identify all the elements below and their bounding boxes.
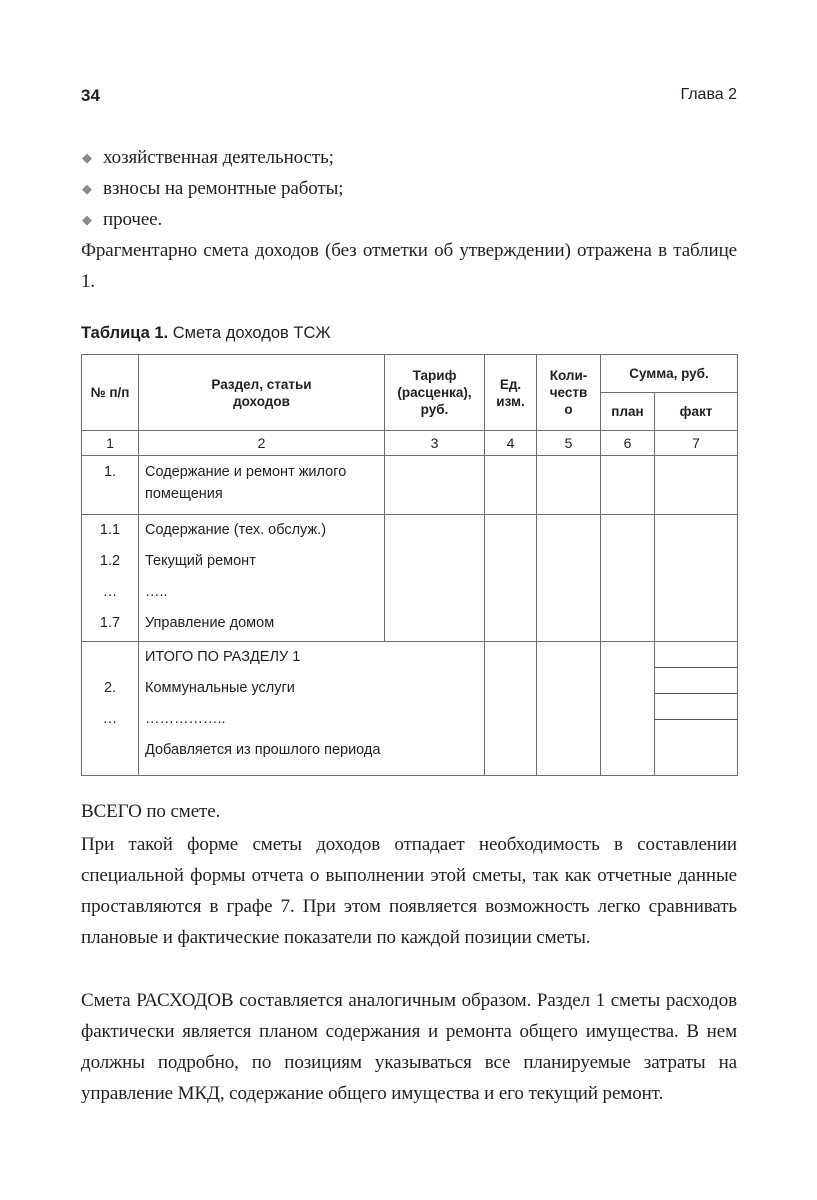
income-estimate-table <box>81 354 738 776</box>
intro-paragraph: Фрагментарно смета доходов (без отметки об утверждении) отражена в таблице 1. <box>81 240 737 292</box>
header-sum: Сумма, руб. <box>601 355 738 393</box>
table-caption <box>81 324 331 343</box>
fact-subrows <box>655 642 737 720</box>
table-caption-title: Смета доходов ТСЖ <box>172 324 331 342</box>
bullet-list <box>81 142 741 235</box>
header-plan: план <box>601 393 655 431</box>
table-row: 1.1 1.2 … 1.7 Содержание (тех. обслуж.) Текущий ремонт ….. Управление домом <box>82 515 738 642</box>
header-unit: Ед. изм. <box>485 355 537 431</box>
list-item: ◆ хозяйственная деятельность; <box>81 142 741 173</box>
header-fact: факт <box>655 393 738 431</box>
list-item: ◆ прочее. <box>81 204 741 235</box>
header-num: № п/п <box>82 355 139 431</box>
diamond-bullet-icon: ◆ <box>82 181 92 196</box>
running-head <box>81 86 737 108</box>
table-row: 1. Содержание и ремонт жилого помещения <box>82 456 738 515</box>
header-quantity: Коли- чество <box>537 355 601 431</box>
header-tariff: Тариф (расценка), руб. <box>385 355 485 431</box>
page-number: 34 <box>81 86 100 105</box>
paragraph-2: При такой форме сметы доходов отпадает необходимость в составлении специальной формы отчета о выполнении этой сметы, так как отчетные данные проставляются в графе 7. При этом появляется возможность легко сравнивать плановые и фактические показатели по каждой позиции сметы. <box>81 834 737 948</box>
table-caption-label: Таблица 1. <box>81 324 169 342</box>
chapter-title: Глава 2 <box>680 86 737 103</box>
diamond-bullet-icon: ◆ <box>82 212 92 227</box>
list-item: ◆ взносы на ремонтные работы; <box>81 173 741 204</box>
paragraph-3: Смета РАСХОДОВ составляется аналогичным образом. Раздел 1 сметы расходов фактически является планом содержания и ремонта общего имущества. В нем должны подробно, по позициям указываться все планируемые затраты на управление МКД, содержание общего имущества и его текущий ремонт. <box>81 990 737 1104</box>
total-line: ВСЕГО по смете. <box>81 801 221 822</box>
table-row: 2. … ИТОГО ПО РАЗДЕЛУ 1 Коммунальные услуги …………….. Добавляется из прошлого периода <box>82 642 738 776</box>
header-section: Раздел, статьи доходов <box>139 355 385 431</box>
diamond-bullet-icon: ◆ <box>82 150 92 165</box>
column-number-row: 1 2 3 4 5 6 7 <box>82 431 738 456</box>
